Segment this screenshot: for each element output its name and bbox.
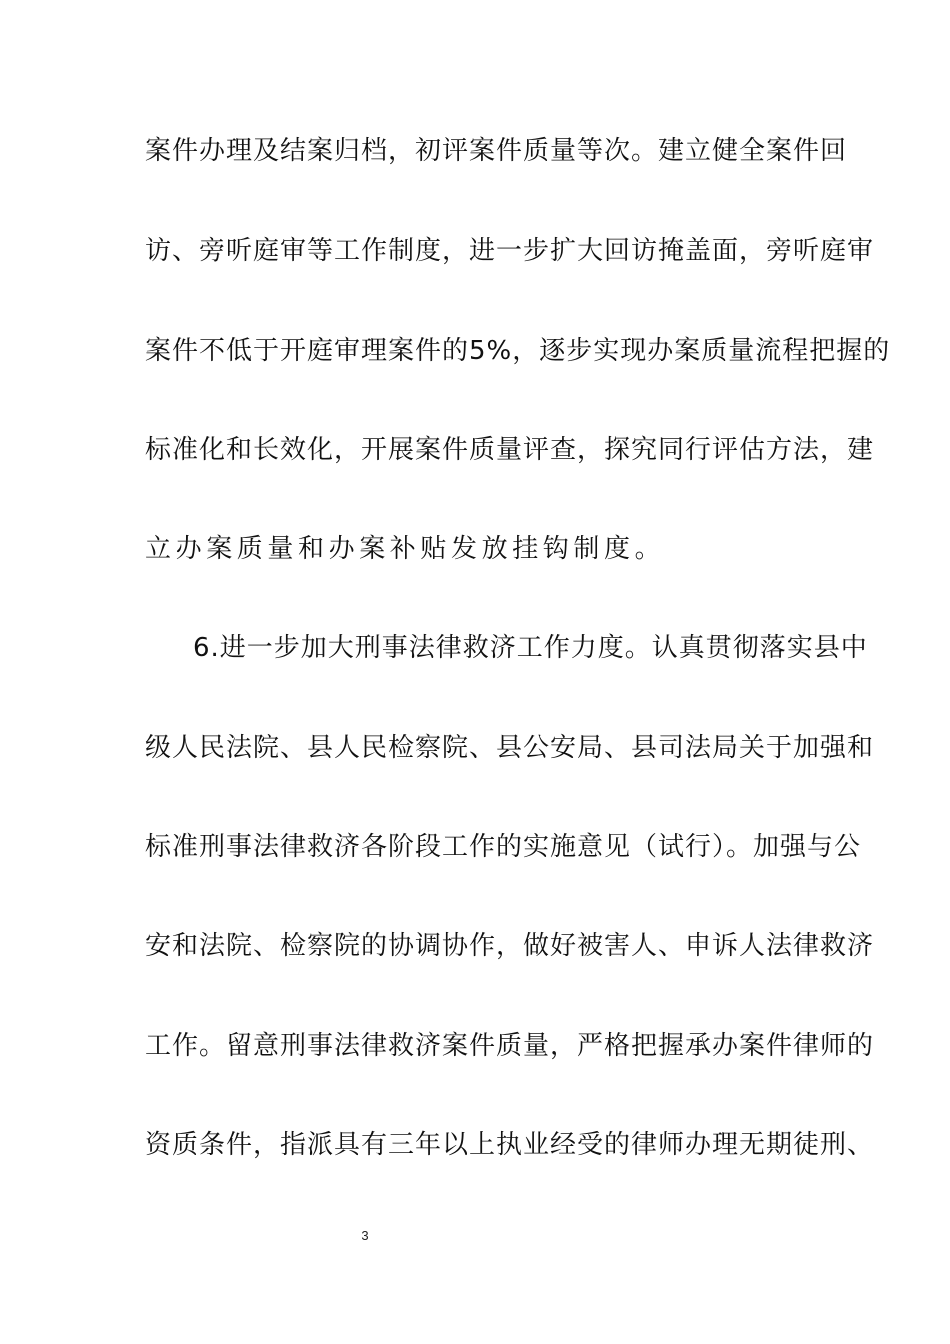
text-line-7: 级人民法院、县人民检察院、县公安局、县司法局关于加强和 [145,733,875,763]
text-line-1: 案件办理及结案归档，初评案件质量等次。建立健全案件回 [145,136,848,166]
text-line-10: 工作。留意刑事法律救济案件质量，严格把握承办案件律师的 [145,1031,875,1061]
text-line-5: 立办案质量和办案补贴发放挂钩制度。 [145,534,666,564]
text-line-11: 资质条件，指派具有三年以上执业经受的律师办理无期徒刑、 [145,1130,875,1160]
text-line-4: 标准化和长效化，开展案件质量评查，探究同行评估方法，建 [145,435,875,465]
text-line-6: 6.进一步加大刑事法律救济工作力度。认真贯彻落实县中 [193,633,868,663]
text-line-9: 安和法院、检察院的协调协作，做好被害人、申诉人法律救济 [145,931,875,961]
text-line-3: 案件不低于开庭审理案件的5%，逐步实现办案质量流程把握的 [145,336,891,366]
text-line-8: 标准刑事法律救济各阶段工作的实施意见（试行）。加强与公 [145,832,862,862]
page-number: 3 [361,1228,369,1243]
text-line-2: 访、旁听庭审等工作制度，进一步扩大回访掩盖面，旁听庭审 [145,236,875,266]
